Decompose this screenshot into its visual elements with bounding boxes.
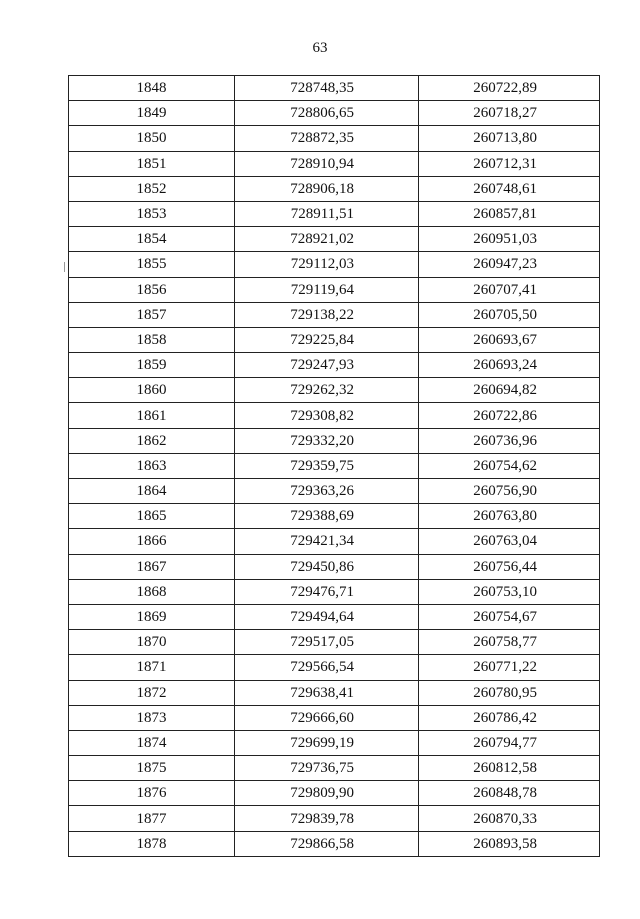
table-row: [69, 781, 600, 806]
y-coordinate-cell: 260870,33: [419, 806, 600, 831]
x-coordinate-cell: 729839,78: [235, 806, 419, 831]
x-coordinate-cell: 729866,58: [235, 831, 419, 856]
x-coordinate-cell: 728921,02: [235, 227, 419, 252]
point-number-cell: 1853: [69, 201, 235, 226]
table-row: [69, 353, 600, 378]
point-number-cell: 1866: [69, 529, 235, 554]
y-coordinate-cell: 260812,58: [419, 756, 600, 781]
point-number-cell: 1868: [69, 579, 235, 604]
y-coordinate-cell: 260693,67: [419, 327, 600, 352]
y-coordinate-cell: 260857,81: [419, 201, 600, 226]
point-number-cell: 1878: [69, 831, 235, 856]
x-coordinate-cell: 729566,54: [235, 655, 419, 680]
point-number-cell: 1851: [69, 151, 235, 176]
y-coordinate-cell: 260753,10: [419, 579, 600, 604]
y-coordinate-cell: 260736,96: [419, 428, 600, 453]
table-row: [69, 76, 600, 101]
point-number-cell: 1858: [69, 327, 235, 352]
point-number-cell: 1856: [69, 277, 235, 302]
y-coordinate-cell: 260712,31: [419, 151, 600, 176]
table-row: [69, 831, 600, 856]
point-number-cell: 1876: [69, 781, 235, 806]
point-number-cell: 1872: [69, 680, 235, 705]
point-number-cell: 1875: [69, 756, 235, 781]
x-coordinate-cell: 729112,03: [235, 252, 419, 277]
table-row: [69, 479, 600, 504]
table-row: [69, 529, 600, 554]
table-row: [69, 327, 600, 352]
point-number-cell: 1849: [69, 101, 235, 126]
y-coordinate-cell: 260756,90: [419, 479, 600, 504]
y-coordinate-cell: 260713,80: [419, 126, 600, 151]
point-number-cell: 1877: [69, 806, 235, 831]
x-coordinate-cell: 729363,26: [235, 479, 419, 504]
x-coordinate-cell: 729388,69: [235, 504, 419, 529]
y-coordinate-cell: 260794,77: [419, 730, 600, 755]
table-row: [69, 554, 600, 579]
table-row: [69, 403, 600, 428]
x-coordinate-cell: 728906,18: [235, 176, 419, 201]
point-number-cell: 1860: [69, 378, 235, 403]
table-row: [69, 630, 600, 655]
x-coordinate-cell: 729225,84: [235, 327, 419, 352]
x-coordinate-cell: 729332,20: [235, 428, 419, 453]
y-coordinate-cell: 260947,23: [419, 252, 600, 277]
x-coordinate-cell: 729308,82: [235, 403, 419, 428]
y-coordinate-cell: 260756,44: [419, 554, 600, 579]
table-row: [69, 302, 600, 327]
point-number-cell: 1863: [69, 453, 235, 478]
y-coordinate-cell: 260754,62: [419, 453, 600, 478]
y-coordinate-cell: 260763,80: [419, 504, 600, 529]
page-number: 63: [312, 40, 328, 56]
point-number-cell: 1848: [69, 76, 235, 101]
y-coordinate-cell: 260718,27: [419, 101, 600, 126]
y-coordinate-cell: 260780,95: [419, 680, 600, 705]
point-number-cell: 1857: [69, 302, 235, 327]
x-coordinate-cell: 729699,19: [235, 730, 419, 755]
y-coordinate-cell: 260693,24: [419, 353, 600, 378]
table-row: [69, 579, 600, 604]
point-number-cell: 1874: [69, 730, 235, 755]
x-coordinate-cell: 729359,75: [235, 453, 419, 478]
point-number-cell: 1854: [69, 227, 235, 252]
table-row: [69, 504, 600, 529]
y-coordinate-cell: 260771,22: [419, 655, 600, 680]
point-number-cell: 1859: [69, 353, 235, 378]
y-coordinate-cell: 260893,58: [419, 831, 600, 856]
table-row: [69, 126, 600, 151]
table-row: [69, 151, 600, 176]
y-coordinate-cell: 260848,78: [419, 781, 600, 806]
point-number-cell: 1852: [69, 176, 235, 201]
point-number-cell: 1869: [69, 604, 235, 629]
y-coordinate-cell: 260722,86: [419, 403, 600, 428]
point-number-cell: 1871: [69, 655, 235, 680]
table-row: [69, 730, 600, 755]
table-row: [69, 101, 600, 126]
point-number-cell: 1865: [69, 504, 235, 529]
y-coordinate-cell: 260748,61: [419, 176, 600, 201]
table-row: [69, 227, 600, 252]
point-number-cell: 1850: [69, 126, 235, 151]
x-coordinate-cell: 729494,64: [235, 604, 419, 629]
y-coordinate-cell: 260754,67: [419, 604, 600, 629]
table-row: [69, 680, 600, 705]
point-number-cell: 1864: [69, 479, 235, 504]
table-row: [69, 756, 600, 781]
table-row: [69, 655, 600, 680]
x-coordinate-cell: 729736,75: [235, 756, 419, 781]
table-row: [69, 428, 600, 453]
x-coordinate-cell: 728806,65: [235, 101, 419, 126]
table-row: [69, 176, 600, 201]
y-coordinate-cell: 260722,89: [419, 76, 600, 101]
x-coordinate-cell: 728748,35: [235, 76, 419, 101]
x-coordinate-cell: 729476,71: [235, 579, 419, 604]
y-coordinate-cell: 260705,50: [419, 302, 600, 327]
x-coordinate-cell: 729666,60: [235, 705, 419, 730]
x-coordinate-cell: 729119,64: [235, 277, 419, 302]
y-coordinate-cell: 260786,42: [419, 705, 600, 730]
x-coordinate-cell: 729247,93: [235, 353, 419, 378]
y-coordinate-cell: 260707,41: [419, 277, 600, 302]
coordinates-table: [68, 75, 600, 857]
x-coordinate-cell: 728910,94: [235, 151, 419, 176]
x-coordinate-cell: 728911,51: [235, 201, 419, 226]
y-coordinate-cell: 260951,03: [419, 227, 600, 252]
y-coordinate-cell: 260694,82: [419, 378, 600, 403]
x-coordinate-cell: 728872,35: [235, 126, 419, 151]
table-row: [69, 378, 600, 403]
point-number-cell: 1873: [69, 705, 235, 730]
x-coordinate-cell: 729138,22: [235, 302, 419, 327]
x-coordinate-cell: 729421,34: [235, 529, 419, 554]
point-number-cell: 1870: [69, 630, 235, 655]
table-body: [69, 76, 600, 857]
table-row: [69, 705, 600, 730]
table-row: [69, 252, 600, 277]
point-number-cell: 1867: [69, 554, 235, 579]
x-coordinate-cell: 729809,90: [235, 781, 419, 806]
x-coordinate-cell: 729450,86: [235, 554, 419, 579]
margin-mark: [64, 262, 65, 272]
x-coordinate-cell: 729517,05: [235, 630, 419, 655]
table-row: [69, 201, 600, 226]
point-number-cell: 1862: [69, 428, 235, 453]
table-row: [69, 453, 600, 478]
x-coordinate-cell: 729262,32: [235, 378, 419, 403]
point-number-cell: 1861: [69, 403, 235, 428]
table-row: [69, 806, 600, 831]
x-coordinate-cell: 729638,41: [235, 680, 419, 705]
point-number-cell: 1855: [69, 252, 235, 277]
table-row: [69, 277, 600, 302]
table-row: [69, 604, 600, 629]
y-coordinate-cell: 260763,04: [419, 529, 600, 554]
y-coordinate-cell: 260758,77: [419, 630, 600, 655]
